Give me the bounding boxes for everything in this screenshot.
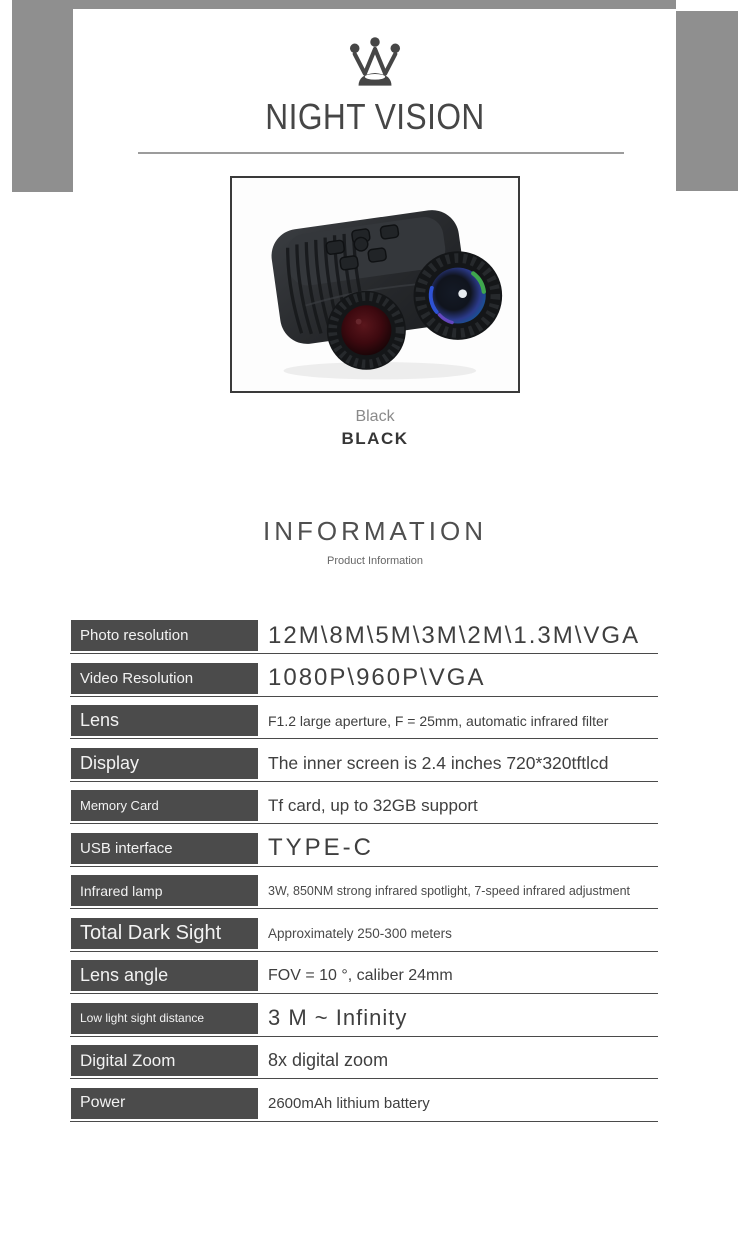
spec-label: Display (71, 748, 258, 779)
spec-value: TYPE-C (268, 834, 375, 861)
spec-value: 3W, 850NM strong infrared spotlight, 7-speed infrared adjustment (268, 883, 630, 898)
spec-value: 1080P\960P\VGA (268, 664, 486, 691)
spec-row (70, 875, 658, 909)
spec-row (70, 705, 658, 739)
spec-value: 12M\8M\5M\3M\2M\1.3M\VGA (268, 621, 641, 649)
information-subtitle: Product Information (327, 555, 423, 567)
brand-header (0, 0, 750, 154)
spec-table (70, 620, 658, 1122)
spec-value: Approximately 250-300 meters (268, 925, 452, 941)
spec-label: Power (71, 1088, 258, 1119)
spec-row (70, 960, 658, 994)
spec-value: 3 M ~ Infinity (268, 1005, 408, 1030)
color-name: Black (355, 408, 395, 425)
night-vision-device-image (234, 180, 516, 389)
spec-label: USB interface (71, 833, 258, 864)
information-section (0, 516, 750, 568)
spec-label: Lens angle (71, 960, 258, 991)
spec-value: 2600mAh lithium battery (268, 1094, 430, 1112)
spec-label: Lens (71, 705, 258, 736)
product-section (0, 176, 750, 450)
spec-label: Digital Zoom (71, 1045, 258, 1076)
spec-label: Memory Card (71, 790, 258, 821)
spec-row (70, 663, 658, 697)
spec-row (70, 1003, 658, 1037)
spec-label: Video Resolution (71, 663, 258, 694)
spec-row (70, 790, 658, 824)
spec-row (70, 620, 658, 654)
spec-label: Low light sight distance (71, 1003, 258, 1034)
spec-row (70, 1088, 658, 1122)
color-value-label: BLACK (341, 429, 409, 448)
spec-row (70, 918, 658, 952)
spec-row (70, 748, 658, 782)
brand-title: NIGHT VISION (265, 96, 485, 137)
spec-row (70, 833, 658, 867)
spec-row (70, 1045, 658, 1079)
main-lens (414, 251, 503, 340)
ir-lens (327, 291, 406, 370)
spec-value: The inner screen is 2.4 inches 720*320tftlcd (268, 752, 609, 773)
spec-label: Infrared lamp (71, 875, 258, 906)
brand-divider (138, 152, 624, 154)
spec-value: 8x digital zoom (268, 1050, 389, 1070)
spec-value: FOV = 10 °, caliber 24mm (268, 966, 453, 984)
spec-value: Tf card, up to 32GB support (268, 795, 478, 815)
product-image-box[interactable] (230, 176, 520, 393)
spec-label: Total Dark Sight (71, 918, 258, 949)
crown-icon (343, 35, 407, 92)
top-gray-strip (12, 0, 676, 9)
spec-label: Photo resolution (71, 620, 258, 651)
spec-value: F1.2 large aperture, F = 25mm, automatic infrared filter (268, 712, 609, 729)
information-title: INFORMATION (262, 516, 488, 546)
